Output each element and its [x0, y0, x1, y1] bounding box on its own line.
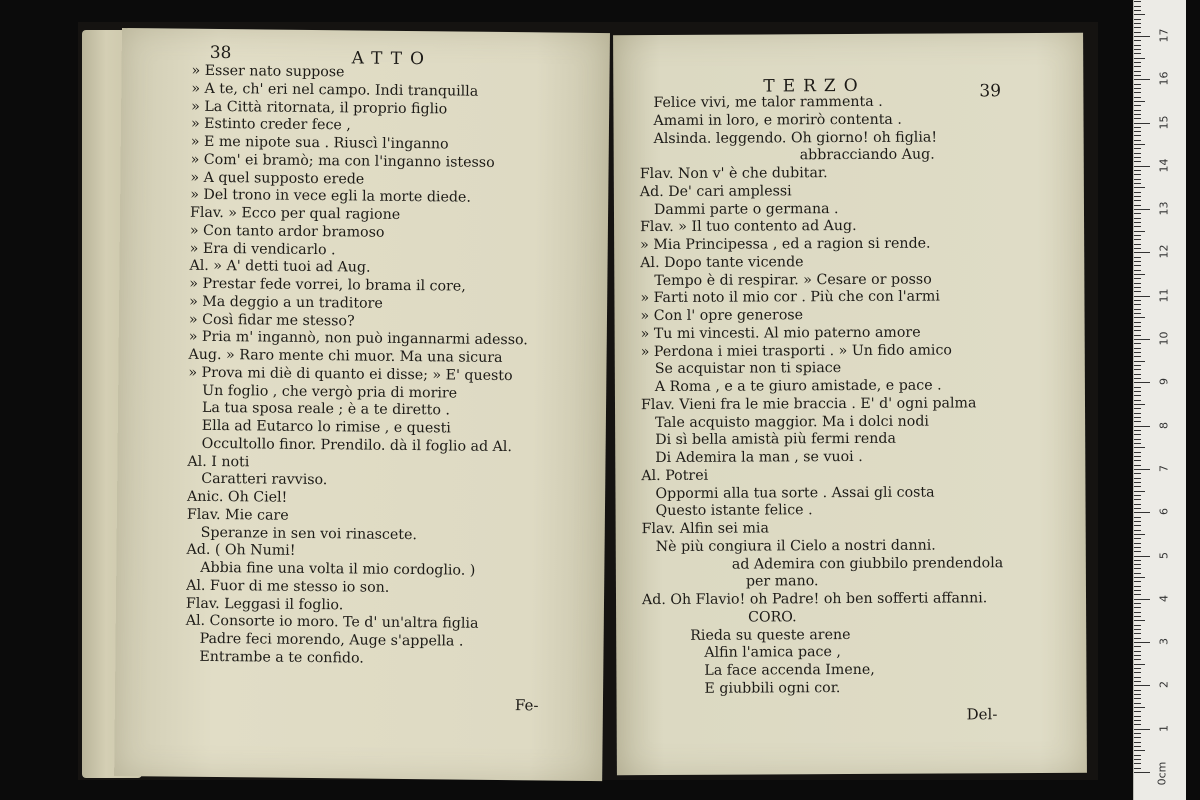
ruler-tick — [1134, 19, 1141, 20]
ruler-tick — [1134, 694, 1141, 695]
ruler-tick — [1134, 586, 1141, 587]
ruler-tick — [1134, 192, 1141, 193]
ruler-tick — [1134, 733, 1141, 734]
ruler-tick — [1134, 426, 1150, 427]
text-line: Abbia fine una volta il mio cordoglio. ) — [200, 559, 476, 579]
ruler-tick — [1134, 577, 1145, 578]
ruler-tick — [1134, 382, 1150, 383]
ruler-tick — [1134, 270, 1141, 271]
ruler-tick — [1134, 629, 1141, 630]
ruler-tick — [1134, 365, 1141, 366]
ruler-tick — [1134, 157, 1141, 158]
text-line: Alfin l'amica pace , — [704, 644, 841, 662]
ruler-tick — [1134, 573, 1141, 574]
ruler-tick — [1134, 261, 1141, 262]
left-page — [114, 28, 610, 781]
ruler-tick — [1134, 179, 1141, 180]
text-line: Caratteri ravviso. — [201, 471, 328, 489]
ruler-tick — [1134, 651, 1141, 652]
ruler-tick — [1134, 6, 1141, 7]
ruler-tick — [1134, 252, 1150, 253]
ruler-number: 7 — [1157, 464, 1171, 472]
ruler-tick — [1134, 326, 1141, 327]
text-line: » Estinto creder fece , — [190, 115, 351, 134]
ruler-tick — [1134, 452, 1141, 453]
ruler-tick — [1134, 10, 1141, 11]
ruler-tick — [1134, 356, 1141, 357]
ruler-tick — [1134, 465, 1141, 466]
ruler-tick — [1134, 330, 1141, 331]
text-line: La face accenda Imene, — [704, 661, 875, 679]
ruler-tick — [1134, 200, 1141, 201]
right-page — [613, 33, 1087, 775]
ruler-tick — [1134, 304, 1141, 305]
text-line: Nè più congiura il Cielo a nostri danni. — [655, 537, 936, 555]
ruler-tick — [1134, 265, 1141, 266]
ruler-tick — [1134, 395, 1141, 396]
text-line: Ad. De' cari amplessi — [639, 183, 792, 200]
ruler-tick — [1134, 14, 1145, 15]
ruler-tick — [1134, 257, 1141, 258]
ruler-tick — [1134, 495, 1141, 496]
ruler-tick — [1134, 23, 1141, 24]
ruler-number: 6 — [1157, 508, 1171, 516]
ruler-tick — [1134, 460, 1141, 461]
ruler-tick — [1134, 434, 1141, 435]
ruler-tick — [1134, 690, 1141, 691]
ruler-tick — [1134, 339, 1150, 340]
ruler-tick — [1134, 655, 1141, 656]
ruler-tick — [1134, 547, 1141, 548]
ruler-tick — [1134, 32, 1141, 33]
ruler-tick — [1134, 607, 1141, 608]
ruler-tick — [1134, 153, 1141, 154]
ruler-tick — [1134, 430, 1141, 431]
ruler-tick — [1134, 482, 1141, 483]
ruler-tick — [1134, 196, 1141, 197]
text-line: » Mia Principessa , ed a ragion si rende. — [640, 235, 931, 254]
text-line: Un foglio , che vergò pria di morire — [202, 382, 458, 402]
text-line: » Com' ei bramò; ma con l'inganno istesso — [190, 151, 495, 171]
ruler-tick — [1134, 209, 1150, 210]
ruler-tick — [1134, 581, 1141, 582]
ruler-tick — [1134, 469, 1150, 470]
ruler-tick — [1134, 421, 1141, 422]
text-line: Aug. » Raro mente chi muor. Ma una sicura — [188, 346, 503, 367]
ruler-tick — [1134, 737, 1141, 738]
text-line: CORO. — [748, 609, 797, 626]
ruler-tick — [1134, 638, 1141, 639]
text-line: » E me nipote sua . Riuscì l'inganno — [190, 133, 449, 153]
ruler-tick — [1134, 556, 1150, 557]
ruler-tick — [1134, 27, 1141, 28]
ruler-tick — [1134, 543, 1141, 544]
page-number: 38 — [209, 42, 232, 64]
text-line: Tale acquisto maggior. Ma i dolci nodi — [655, 413, 929, 431]
text-line: abbracciando Aug. — [799, 146, 935, 164]
ruler-tick — [1134, 40, 1141, 41]
ruler-tick — [1134, 620, 1145, 621]
ruler-number: 17 — [1157, 28, 1171, 43]
ruler-tick — [1134, 720, 1141, 721]
ruler-number: 4 — [1157, 594, 1171, 602]
text-line: » A quel supposto erede — [190, 169, 365, 188]
ruler-tick — [1134, 391, 1141, 392]
text-line: Felice vivi, me talor rammenta . — [653, 93, 883, 112]
text-line: Flav. » Il tuo contento ad Aug. — [640, 218, 857, 236]
text-line: ad Ademira con giubbilo prendendola — [731, 554, 1004, 573]
running-head: TERZO — [763, 75, 866, 97]
measurement-ruler — [1133, 0, 1186, 800]
ruler-tick — [1134, 534, 1145, 535]
text-line: Ella ad Eutarco lo rimise , e questi — [201, 417, 451, 437]
ruler-tick — [1134, 84, 1141, 85]
ruler-tick — [1134, 317, 1145, 318]
text-line: Entrambe a te confido. — [199, 648, 364, 667]
text-line: Al. Consorte io moro. Te d' un'altra figlia — [185, 612, 479, 633]
ruler-tick — [1134, 187, 1145, 188]
ruler-tick — [1134, 612, 1141, 613]
text-line: Al. Fuor di me stesso io son. — [186, 577, 390, 596]
ruler-tick — [1134, 231, 1145, 232]
ruler-tick — [1134, 517, 1141, 518]
ruler-tick — [1134, 53, 1141, 54]
text-line: » Con tanto ardor bramoso — [189, 222, 385, 241]
ruler-tick — [1134, 590, 1141, 591]
ruler-tick — [1134, 512, 1150, 513]
ruler-tick — [1134, 235, 1141, 236]
ruler-tick — [1134, 530, 1141, 531]
text-line: Rieda su queste arene — [690, 626, 851, 644]
ruler-number: 16 — [1157, 71, 1171, 86]
ruler-tick — [1134, 71, 1141, 72]
ruler-tick — [1134, 110, 1141, 111]
text-line: Flav. » Ecco per qual ragione — [189, 204, 401, 223]
ruler-tick — [1134, 408, 1141, 409]
ruler-number: 10 — [1157, 331, 1171, 346]
ruler-tick — [1134, 538, 1141, 539]
text-line: per mano. — [745, 573, 819, 590]
ruler-tick — [1134, 148, 1141, 149]
ruler-tick — [1134, 283, 1141, 284]
ruler-tick — [1134, 525, 1141, 526]
text-line: » Ma deggio a un traditore — [189, 293, 383, 312]
ruler-tick — [1134, 166, 1150, 167]
text-line: Dammi parte o germana . — [653, 200, 839, 218]
ruler-tick — [1134, 118, 1141, 119]
ruler-tick — [1134, 521, 1141, 522]
text-line: Ad. Oh Flavio! oh Padre! oh ben sofferti affanni. — [641, 590, 988, 609]
ruler-tick — [1134, 287, 1141, 288]
ruler-tick — [1134, 439, 1141, 440]
ruler-unit-label: 0cm — [1155, 761, 1169, 786]
ruler-tick — [1134, 222, 1141, 223]
ruler-tick — [1134, 746, 1141, 747]
text-line: Al. Potrei — [641, 467, 709, 484]
ruler-tick — [1134, 105, 1141, 106]
ruler-tick — [1134, 560, 1141, 561]
ruler-tick — [1134, 504, 1141, 505]
text-line: Amami in loro, e morirò contenta . — [653, 111, 902, 129]
ruler-number: 2 — [1157, 681, 1171, 689]
ruler-tick — [1134, 729, 1150, 730]
ruler-tick — [1134, 75, 1141, 76]
text-line: » A te, ch' eri nel campo. Indi tranquilla — [191, 80, 479, 100]
text-lines — [185, 63, 530, 670]
text-line: » Del trono in vece egli la morte diede. — [190, 186, 471, 206]
ruler-tick — [1134, 348, 1141, 349]
ruler-tick — [1134, 226, 1141, 227]
ruler-tick — [1134, 551, 1141, 552]
ruler-tick — [1134, 633, 1141, 634]
text-line: La tua sposa reale ; è a te diretto . — [201, 400, 451, 419]
ruler-tick — [1134, 378, 1141, 379]
ruler-tick — [1134, 413, 1141, 414]
text-line: » Era di vendicarlo . — [189, 240, 336, 258]
ruler-tick — [1134, 698, 1141, 699]
running-head: ATTO — [351, 48, 433, 70]
ruler-tick — [1134, 135, 1141, 136]
ruler-tick — [1134, 309, 1141, 310]
ruler-tick — [1134, 681, 1141, 682]
text-line: Tempo è di respirar. » Cesare or posso — [654, 271, 932, 289]
ruler-tick — [1134, 763, 1141, 764]
ruler-tick — [1134, 599, 1150, 600]
text-line: Speranze in sen voi rinascete. — [200, 524, 418, 543]
ruler-tick — [1134, 92, 1141, 93]
ruler-tick — [1134, 369, 1141, 370]
ruler-number: 14 — [1157, 158, 1171, 173]
text-line: Di Ademira la man , se vuoi . — [655, 448, 863, 467]
ruler-tick — [1134, 127, 1141, 128]
ruler-tick — [1134, 603, 1141, 604]
text-line: Al. I noti — [187, 453, 250, 470]
ruler-tick — [1134, 400, 1141, 401]
ruler-tick — [1134, 594, 1141, 595]
ruler-tick — [1134, 343, 1141, 344]
text-line: Se acquistar non ti spiace — [654, 360, 842, 378]
ruler-number: 13 — [1157, 201, 1171, 216]
ruler-tick — [1134, 716, 1141, 717]
ruler-tick — [1134, 707, 1145, 708]
text-line: Anic. Oh Ciel! — [187, 488, 288, 506]
text-line: Flav. Alfin sei mia — [641, 520, 769, 538]
ruler-number: 11 — [1157, 288, 1171, 303]
text-line: » Con l' opre generose — [640, 307, 804, 325]
ruler-tick — [1134, 703, 1141, 704]
ruler-number: 5 — [1157, 551, 1171, 559]
text-line: Occultollo finor. Prendilo. dà il foglio ad Al. — [201, 435, 512, 455]
ruler-tick — [1134, 750, 1145, 751]
ruler-tick — [1134, 755, 1141, 756]
ruler-tick — [1134, 499, 1141, 500]
ruler-tick — [1134, 772, 1150, 773]
ruler-tick — [1134, 668, 1141, 669]
ruler-tick — [1134, 205, 1141, 206]
ruler-tick — [1134, 88, 1141, 89]
ruler-tick — [1134, 478, 1141, 479]
text-line: Flav. Leggasi il foglio. — [185, 595, 344, 613]
ruler-tick — [1134, 313, 1141, 314]
text-line: » Prova mi diè di quanto ei disse; » E' questo — [188, 364, 513, 384]
ruler-tick — [1134, 374, 1141, 375]
ruler-tick — [1134, 677, 1141, 678]
text-line: Flav. Non v' è che dubitar. — [639, 165, 828, 183]
ruler-tick — [1134, 36, 1150, 37]
ruler-tick — [1134, 101, 1145, 102]
text-line: Alsinda. leggendo. Oh giorno! oh figlia! — [653, 129, 938, 147]
ruler-tick — [1134, 123, 1150, 124]
text-line: Questo istante felice . — [655, 502, 813, 520]
text-line: Flav. Mie care — [186, 506, 289, 524]
text-line: Flav. Vieni fra le mie braccia . E' d' ogni palma — [640, 395, 977, 413]
ruler-tick — [1134, 672, 1141, 673]
ruler-tick — [1134, 642, 1150, 643]
text-line: » Perdona i miei trasporti . » Un fido amico — [640, 341, 952, 360]
ruler-tick — [1134, 58, 1145, 59]
ruler-tick — [1134, 508, 1141, 509]
ruler-tick — [1134, 291, 1141, 292]
ruler-tick — [1134, 659, 1141, 660]
ruler-tick — [1134, 183, 1141, 184]
ruler-tick — [1134, 170, 1141, 171]
text-line: » Pria m' ingannò, non può ingannarmi adesso. — [188, 328, 528, 349]
ruler-tick — [1134, 616, 1141, 617]
ruler-tick — [1134, 213, 1141, 214]
ruler-tick — [1134, 352, 1141, 353]
text-line: A Roma , e a te giuro amistade, e pace . — [654, 377, 942, 396]
ruler-tick — [1134, 114, 1141, 115]
ruler-tick — [1134, 664, 1145, 665]
ruler-number: 3 — [1157, 638, 1171, 646]
ruler-tick — [1134, 473, 1141, 474]
text-line: Al. Dopo tante vicende — [640, 253, 804, 271]
ruler-tick — [1134, 724, 1141, 725]
ruler-tick — [1134, 447, 1145, 448]
ruler-tick — [1134, 564, 1141, 565]
ruler-tick — [1134, 144, 1145, 145]
text-line: » Prestar fede vorrei, lo brama il core, — [189, 275, 466, 295]
text-line: » La Città ritornata, il proprio figlio — [191, 98, 448, 117]
catchword: Del- — [966, 705, 998, 724]
ruler-tick — [1134, 387, 1141, 388]
ruler-tick — [1134, 742, 1141, 743]
ruler-tick — [1134, 361, 1145, 362]
ruler-tick — [1134, 443, 1141, 444]
ruler-tick — [1134, 768, 1141, 769]
ruler-number: 9 — [1157, 378, 1171, 386]
ruler-number: 8 — [1157, 421, 1171, 429]
text-line: Di sì bella amistà più fermi renda — [655, 431, 896, 449]
ruler-tick — [1134, 568, 1141, 569]
ruler-tick — [1134, 456, 1141, 457]
ruler-tick — [1134, 759, 1141, 760]
ruler-tick — [1134, 244, 1141, 245]
ruler-tick — [1134, 404, 1145, 405]
ruler-tick — [1134, 140, 1141, 141]
text-line: Oppormi alla tua sorte . Assai gli costa — [655, 484, 935, 502]
ruler-tick — [1134, 79, 1150, 80]
text-line: Al. » A' detti tuoi ad Aug. — [189, 257, 371, 276]
ruler-tick — [1134, 300, 1141, 301]
ruler-tick — [1134, 711, 1141, 712]
text-line: Ad. ( Oh Numi! — [186, 541, 296, 560]
text-lines — [639, 93, 1003, 698]
ruler-tick — [1134, 491, 1145, 492]
ruler-tick — [1134, 486, 1141, 487]
text-line: » Farti noto il mio cor . Più che con l'armi — [640, 288, 940, 307]
ruler-tick — [1134, 322, 1141, 323]
ruler-tick — [1134, 218, 1141, 219]
ruler-tick — [1134, 296, 1150, 297]
text-line: Padre feci morendo, Auge s'appella . — [199, 630, 464, 650]
ruler-tick — [1134, 417, 1141, 418]
ruler-tick — [1134, 685, 1150, 686]
ruler-tick — [1134, 248, 1141, 249]
ruler-tick — [1134, 161, 1141, 162]
ruler-tick — [1134, 97, 1141, 98]
ruler-tick — [1134, 45, 1141, 46]
text-line: E giubbili ogni cor. — [704, 679, 841, 697]
text-line: » Tu mi vincesti. Al mio paterno amore — [640, 324, 921, 342]
ruler-tick — [1134, 49, 1141, 50]
ruler-number: 1 — [1157, 724, 1171, 732]
ruler-tick — [1134, 131, 1141, 132]
ruler-tick — [1134, 1, 1141, 2]
ruler-tick — [1134, 646, 1141, 647]
ruler-tick — [1134, 274, 1145, 275]
ruler-tick — [1134, 239, 1141, 240]
ruler-tick — [1134, 66, 1141, 67]
catchword: Fe- — [514, 696, 539, 715]
ruler-tick — [1134, 625, 1141, 626]
page-number: 39 — [979, 81, 1002, 102]
ruler-number: 12 — [1157, 244, 1171, 259]
text-line: » Così fidar me stesso? — [188, 311, 355, 329]
ruler-tick — [1134, 62, 1141, 63]
ruler-tick — [1134, 278, 1141, 279]
ruler-number: 15 — [1157, 115, 1171, 129]
ruler-tick — [1134, 335, 1141, 336]
text-line: » Esser nato suppose — [191, 62, 345, 81]
ruler-tick — [1134, 174, 1141, 175]
